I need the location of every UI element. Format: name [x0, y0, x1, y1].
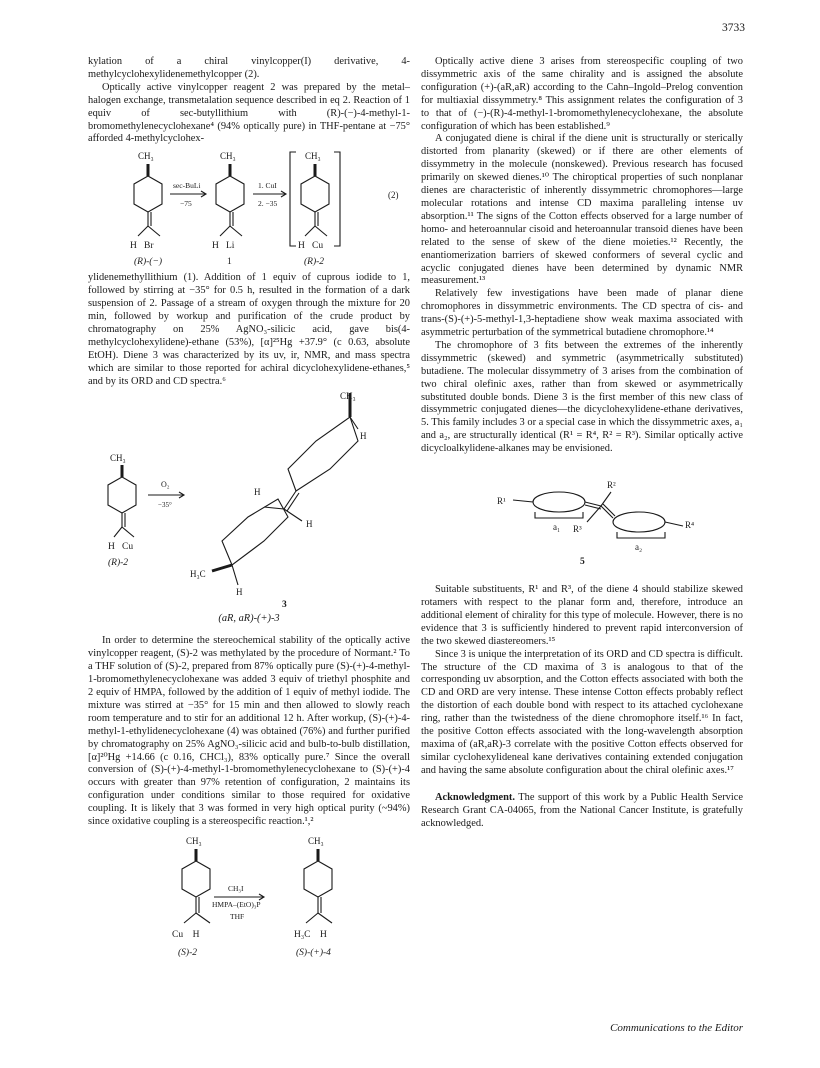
- substituents-b: H Li: [212, 241, 235, 252]
- compound-3-caption: (aR, aR)-(+)-3: [218, 612, 280, 624]
- reagent-1-bottom: −75: [180, 199, 192, 209]
- scheme-structure-5: [421, 466, 743, 568]
- h-top: H: [360, 430, 367, 441]
- h3c-label: H₃C: [190, 568, 206, 579]
- compound-label-left: (R)-2: [108, 557, 129, 568]
- right-paragraph-3: Relatively few investigations have been made of planar diene chromophores in dissymmetric environments. The CD spectra of cis- and trans-(S)-(+)-5-methyl-1,3-heptadiene show weak maxima associated with asymmetric perturbation of the symmetrical butadiene chromophore.¹⁴: [421, 288, 743, 339]
- substituents-s4: H₃C H: [294, 930, 327, 940]
- left-paragraph-1: kylation of a chiral vinylcopper(I) derivative, 4-methylcyclohexylidenemethylcopper (2).: [88, 56, 410, 80]
- reagent-2-bottom: 2. −35: [258, 199, 278, 209]
- compound-label-b: 1: [227, 257, 232, 268]
- acknowledgment-text: The support of this work by a Public Health Service Research Grant CA-04065, from the National Cancer Institute, is gratefully acknowledged.: [421, 791, 743, 829]
- r1-label: R¹: [497, 496, 506, 507]
- compound-number-5: 5: [580, 557, 585, 568]
- scheme-oxidative-coupling: [88, 389, 410, 617]
- h-right: H: [306, 518, 313, 529]
- reagent-hmpa: HMPA–(EtO)₃P: [212, 900, 261, 909]
- compound-label-c: (R)-2: [304, 257, 325, 268]
- equation-number: (2): [388, 190, 399, 201]
- ch3-label-c: CH₃: [305, 151, 321, 162]
- scheme-oxidative-coupling-drawing: [88, 389, 410, 617]
- r4-label: R⁴: [685, 520, 695, 531]
- substituents-left: H Cu: [108, 541, 134, 552]
- scheme-eq2-drawing: [88, 146, 410, 272]
- acknowledgment: [421, 792, 743, 831]
- right-paragraph-5: Suitable substituents, R¹ and R³, of the diene 4 should stabilize skewed rotamers with respect to the planar form and, therefore, introduce an additional element of chirality for this type of molecule. However, there is no evidence that 3 is sufficiently hindered to prevent rapid interconversion of the two skewed diastereomers.¹⁵: [421, 584, 743, 647]
- right-paragraph-2: A conjugated diene is chiral if the diene unit is structurally or sterically distorted from planarity (skewed) or if there are other elements of dissymmetry in the molecule (nonskewed). Previous research has focused primarily on skewed dienes.¹⁰ The chiroptical properties of such nonplanar dienes are characteristic of inherently dissymmetric chromophores—large molecular rotations and intense CD maxima paralleling intense uv absorption.¹¹ The signs of the Cotton effects observed for a large number of homo- and heteroannular cisoid and heteroannular transoid dienes have been related to the sense of skew of the diene moieties.¹² Recently, the enantiomerization barriers of skewed conformers of several cyclic and acyclic conjugated dienes have been determined by dynamic NMR measurement.¹³: [421, 133, 743, 287]
- a2-label: a₂: [635, 542, 643, 553]
- reagent-thf: THF: [230, 912, 245, 921]
- ch3-s4: CH₃: [308, 836, 324, 846]
- scheme-eq2: [88, 146, 410, 272]
- compound-label-s4: (S)-(+)-4: [296, 948, 331, 958]
- reagent-2-top: 1. CuI: [258, 181, 277, 191]
- right-paragraph-1: Optically active diene 3 arises from stereospecific coupling of two dissymmetric axis of the same chirality and is assigned the absolute configuration (+)-(aR,aR) according to the Cahn–Ingold–Prelog convention for multiaxial dissymmetry.⁸ This assignment relates the configuration of 3 to that of (−)-(R)-4-methyl-1-bromomethylenecyclohexane, the absolute configuration of which has been established.⁹: [421, 56, 743, 132]
- substituents-s2: Cu H: [172, 930, 200, 940]
- scheme-structure-5-drawing: [421, 466, 743, 568]
- r3-label: R³: [573, 524, 582, 535]
- compound-label-s2: (S)-2: [178, 948, 197, 958]
- substituents-c: H Cu: [298, 241, 324, 252]
- reagent-ch3i: CH₃I: [228, 884, 244, 893]
- right-paragraph-6: Since 3 is unique the interpretation of its ORD and CD spectra is difficult. The structure of the CD maxima of 3 is analogous to that of the corresponding uv absorption, and the Cotton effects associated with both the CD and ORD are very intense. These intense Cotton effects probably reflect the distortion of each double bond with respect to its attached cyclohexane ring, rather than the twistedness of the diene chromophore itself.¹⁶ In fact, the positive Cotton effects associated with the long-wavelength absorption maxima of (aR,aR)-3 correlate with the positive Cotton effects observed for similar cyclohexylideneal kane derivatives containing extended conjugation and having the same absolute configuration about the chiral olefinic axes.¹⁷: [421, 648, 744, 776]
- page-number: 3733: [722, 22, 745, 34]
- ch3-label-a: CH₃: [138, 151, 154, 162]
- right-paragraph-4: The chromophore of 3 fits between the extremes of the inherently dissymmetric (skewed) and symmetric (asymmetrically substituted) butadiene. The molecular dissymmetry of 3 arises from the combination of two chiral olefinic axes, rather than from skewed or asymmetrically substituted double bonds. Diene 3 is the first member of this new class of dissymmetric conjugated dienes—the dicyclohexylidene-ethane derivatives, 5. This family includes 3 or a special case in which the dissymmetric axes, a₁ and a₂, are structurally identical (R¹ = R⁴, R² = R³). Similar optically active dicycloalkylidene-alkanes may be envisioned.: [421, 339, 743, 455]
- left-paragraph-3: ylidenemethyllithium (1). Addition of 1 equiv of cuprous iodide to 1, followed by stirring at −35° for 0.5 h, resulted in the formation of a dark suspension of 2. Passage of a stream of oxygen through the mixture for 20 min, followed by workup and purification of the crude product by chromatography on 25% AgNO₃-silicic acid, gave bis(4-methylcyclohexylidene)-ethane (53%), [α]²⁵Hg +37.9° (c 0.63, absolute EtOH). Diene 3 was characterized by its uv, ir, NMR, and mass spectra which are similar to those reported for achiral dicyclohexylidene-ethanes,⁵ and by its ORD and CD spectra.⁶: [88, 272, 410, 387]
- reagent-o2: O₂: [161, 479, 170, 489]
- acknowledgment-heading: Acknowledgment.: [435, 791, 515, 803]
- section-footer: Communications to the Editor: [610, 1022, 743, 1034]
- left-paragraph-4: In order to determine the stereochemical stability of the optically active vinylcopper reagent, (S)-2 was methylated by the procedure of Normant.² To a THF solution of (S)-2, prepared from 87% optically pure (S)-(+)-4-methyl-1-bromomethylenecyclohexane was added 3 equiv of triethyl phosphite and 2 equiv of HMPA, followed by the addition of 1 equiv of methyl iodide. The mixture was stirred at −35° for 15 min and then allowed to slowly reach room temperature and to stir for an additional 12 h. After workup, (S)-(+)-4-methyl-1-ethylidenecyclohexane (4) was obtained (76%) and further purified by chromatography on 25% AgNO₃-silicic acid and bulb-to-bulb distillation, [α]²⁰Hg +14.66 (c 0.16, CHCl₃), 83% optically pure.⁷ Since the overall conversion of (S)-(+)-4-methyl-1-bromomethylenecyclohexane to (S)-(+)-4 occurs with greater than 97% retention of configuration, 2 maintains its configuration under conditions similar to those required for oxidative coupling. It is likely that 3 was formed in very high optical purity (~94%) since oxidative coupling is a stereospecific reaction.¹,²: [88, 635, 410, 828]
- ch3-diene: CH₃: [340, 390, 356, 401]
- right-column: [421, 56, 743, 830]
- a1-label: a₁: [553, 522, 561, 533]
- reagent-1-top: sec-BuLi: [173, 181, 201, 191]
- h-bottom: H: [236, 586, 243, 597]
- reagent-temperature: −35°: [158, 500, 172, 509]
- left-column: [88, 56, 410, 973]
- scheme-methylation: [88, 833, 410, 973]
- left-paragraph-2: Optically active vinylcopper reagent 2 was prepared by the metal–halogen exchange, transmetalation sequence described in eq 2. Reaction of 1 equiv of sec-butyllithium with (R)-(−)-4-methyl-1-bromomethylenecyclohexane⁴ (94% optically pure) in THF-pentane at −75° afforded 4-methylcyclohex-: [88, 81, 410, 145]
- ch3-left: CH₃: [110, 452, 126, 463]
- scheme-methylation-drawing: [88, 833, 410, 973]
- substituents-a: H Br: [130, 241, 154, 252]
- compound-number-3: 3: [282, 599, 287, 610]
- r2-label: R²: [607, 480, 616, 491]
- ch3-label-b: CH₃: [220, 151, 236, 162]
- compound-label-a: (R)-(−): [134, 257, 163, 268]
- ch3-s2: CH₃: [186, 836, 202, 846]
- h-mid: H: [254, 486, 261, 497]
